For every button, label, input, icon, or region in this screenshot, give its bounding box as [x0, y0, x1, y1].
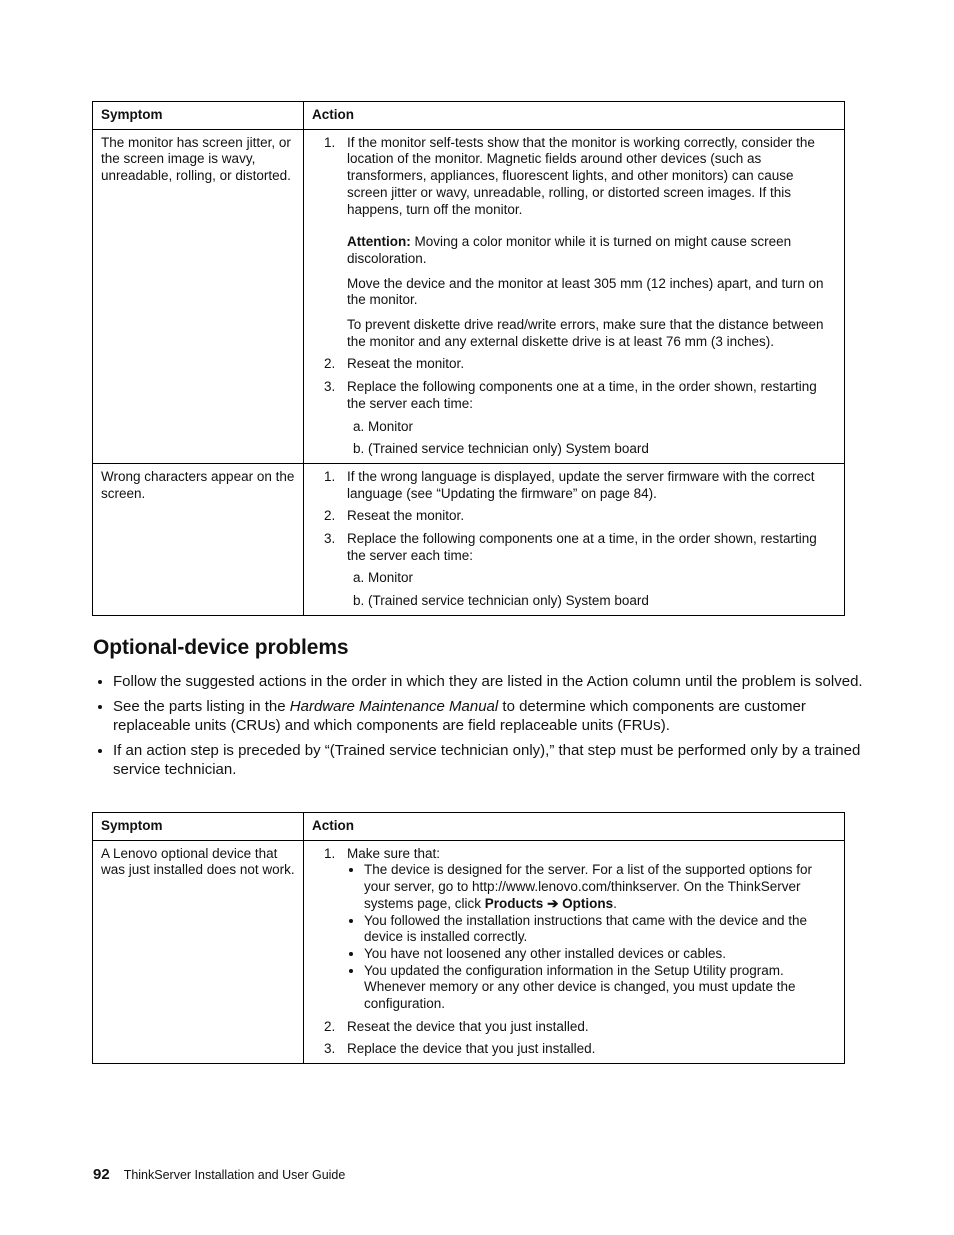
table-row: [93, 129, 845, 463]
checklist: [347, 862, 836, 1012]
step-text: Make sure that:: [347, 845, 441, 861]
manual-title: Hardware Maintenance Manual: [289, 698, 499, 715]
bullet-text: to determine which components are customer replaceable units (CRUs) and which components are field replaceable units (FRUs).: [113, 698, 806, 734]
action-steps: [312, 846, 836, 1058]
step-text: Replace the following components one at a time, in the order shown, restarting the server each time:: [347, 531, 817, 563]
options-label: Options: [562, 895, 614, 911]
component-item: b. (Trained service technician only) System board: [368, 441, 836, 458]
bullet-item: • If an action step is preceded by “(Trained service technician only),” that step must be performed only by a trained service technician.: [113, 741, 869, 779]
bullet-item: • Follow the suggested actions in the order in which they are listed in the Action column until the problem is solved.: [113, 672, 869, 691]
action-step: [339, 508, 836, 525]
table-header-row: [93, 102, 845, 130]
action-step: [339, 1019, 836, 1036]
attention-label: Attention:: [347, 234, 411, 250]
diskette-paragraph: To prevent diskette drive read/write errors, make sure that the distance between the monitor and any external diskette drive is at least 76 mm (3 inches).: [347, 317, 824, 349]
table-header-row: [93, 813, 845, 841]
guidance-bullets: [92, 672, 869, 785]
checklist-text: .: [613, 895, 617, 911]
bullet-item: [113, 697, 869, 735]
action-header: Action: [304, 102, 845, 130]
symptom-cell: A Lenovo optional device that was just installed does not work.: [93, 840, 304, 1063]
action-step: [339, 135, 836, 351]
checklist-item: • You updated the configuration information in the Setup Utility program. Whenever memory or any other device is changed, you must update the configuration.: [364, 963, 836, 1013]
action-step: [339, 1041, 836, 1058]
page-number: 92: [93, 1166, 110, 1183]
step-text: Replace the device that you just installed.: [347, 1041, 596, 1057]
component-item: a. Monitor: [368, 570, 836, 587]
monitor-problems-table: [92, 101, 845, 616]
step-text: Reseat the monitor.: [347, 508, 465, 524]
table-row: [93, 840, 845, 1063]
checklist-item: • You followed the installation instructions that came with the device and the device is installed correctly.: [364, 913, 836, 946]
component-item: a. Monitor: [368, 419, 836, 436]
bullet-text: See the parts listing in the: [113, 698, 290, 715]
step-text: If the wrong language is displayed, update the server firmware with the correct language (see “Updating the firmware” on page 84).: [347, 468, 815, 501]
step-text: Reseat the monitor.: [347, 356, 465, 372]
attention-note: [347, 234, 836, 267]
action-step: [339, 379, 836, 458]
action-step: [339, 531, 836, 610]
action-cell: [304, 840, 845, 1063]
action-steps: [312, 469, 836, 610]
step-text: Reseat the device that you just installed.: [347, 1018, 589, 1034]
checklist-item: [364, 862, 836, 912]
symptom-header: Symptom: [93, 102, 304, 130]
action-header: Action: [304, 813, 845, 841]
action-step: [339, 469, 836, 502]
symptom-header: Symptom: [93, 813, 304, 841]
step-text: If the monitor self-tests show that the monitor is working correctly, consider the location of the monitor. Magnetic fields around other devices (such as transformers, appliances, fluorescent lights, and other monitors) can cause screen jitter or wavy, unreadable, rolling, or distorted screen images. If this happens, turn off the monitor.: [347, 134, 815, 217]
symptom-cell: The monitor has screen jitter, or the screen image is wavy, unreadable, rolling, or distorted.: [93, 129, 304, 463]
section-heading: Optional-device problems: [93, 636, 349, 659]
action-cell: [304, 129, 845, 463]
action-step: [339, 356, 836, 373]
page-footer: [93, 1166, 345, 1183]
symptom-cell: Wrong characters appear on the screen.: [93, 463, 304, 615]
table-row: [93, 463, 845, 615]
action-cell: [304, 463, 845, 615]
move-paragraph: Move the device and the monitor at least 305 mm (12 inches) apart, and turn on the monitor.: [347, 275, 824, 308]
component-list: [347, 570, 836, 609]
products-label: Products: [484, 895, 544, 911]
component-list: [347, 419, 836, 458]
checklist-item: • You have not loosened any other installed devices or cables.: [364, 946, 836, 963]
action-steps: [312, 135, 836, 458]
optional-device-table: [92, 812, 845, 1064]
action-step: [339, 846, 836, 1013]
arrow-icon: ➔: [547, 895, 559, 911]
component-item: b. (Trained service technician only) System board: [368, 593, 836, 610]
attention-text: Moving a color monitor while it is turned on might cause screen discoloration.: [347, 234, 792, 266]
checklist-text: The device is designed for the server. For a list of the supported options for your server, go to http://www.lenovo.com/thinkserver. On the ThinkServer systems page, click: [364, 862, 812, 911]
document-title: ThinkServer Installation and User Guide: [123, 1168, 346, 1182]
step-text: Replace the following components one at a time, in the order shown, restarting the server each time:: [347, 379, 817, 411]
